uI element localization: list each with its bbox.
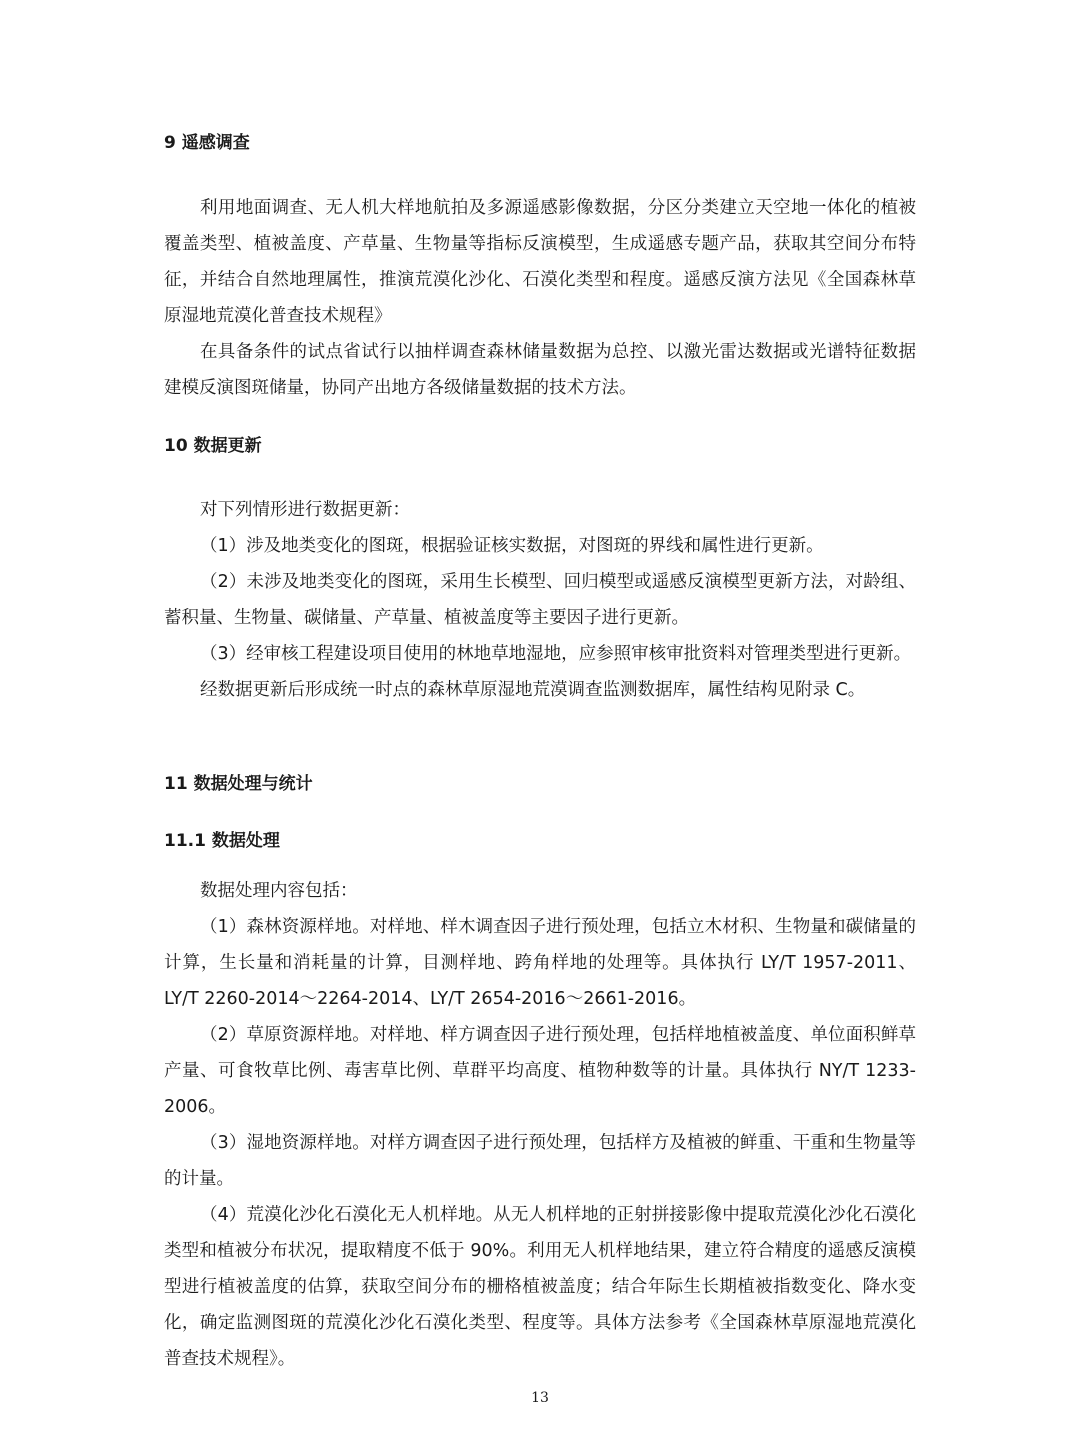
paragraph: （3）经审核工程建设项目使用的林地草地湿地，应参照审核审批资料对管理类型进行更新。 [200, 644, 912, 664]
page-number: 13 [531, 1390, 549, 1406]
paragraph: 经数据更新后形成统一时点的森林草原湿地荒漠调查监测数据库，属性结构见附录 C。 [200, 680, 866, 700]
section-10-body [164, 492, 916, 708]
paragraph: （4）荒漠化沙化石漠化无人机样地。从无人机样地的正射拼接影像中提取荒漠化沙化石漠化类型和植被分布状况，提取精度不低于 90%。利用无人机样地结果，建立符合精度的遥感反演模型进行植被盖度的估算，获取空间分布的栅格植被盖度；结合年际生长期植被指数变化、降水变化，确定监测图斑的荒漠化沙化石漠化类型、程度等。具体方法参考《全国森林草原湿地荒漠化普查技术规程》。 [164, 1205, 916, 1369]
paragraph: （3）湿地资源样地。对样方调查因子进行预处理，包括样方及植被的鲜重、干重和生物量等的计量。 [164, 1133, 916, 1189]
paragraph: （1）涉及地类变化的图斑，根据验证核实数据，对图斑的界线和属性进行更新。 [200, 536, 824, 556]
paragraph: 在具备条件的试点省试行以抽样调查森林储量数据为总控、以激光雷达数据或光谱特征数据建模反演图斑储量，协同产出地方各级储量数据的技术方法。 [164, 342, 916, 398]
section-11-1-body [164, 873, 916, 1377]
paragraph: （2）草原资源样地。对样地、样方调查因子进行预处理，包括样地植被盖度、单位面积鲜草产量、可食牧草比例、毒害草比例、草群平均高度、植物种数等的计量。具体执行 NY/T 1233-2006。 [164, 1025, 916, 1117]
paragraph: （1）森林资源样地。对样地、样木调查因子进行预处理，包括立木材积、生物量和碳储量的计算，生长量和消耗量的计算，目测样地、跨角样地的处理等。具体执行 LY/T 1957-2011、LY/T 2260-2014～2264-2014、LY/T 2654-2016～2661-2016。 [164, 917, 916, 1009]
paragraph: 利用地面调查、无人机大样地航拍及多源遥感影像数据，分区分类建立天空地一体化的植被覆盖类型、植被盖度、产草量、生物量等指标反演模型，生成遥感专题产品，获取其空间分布特征，并结合自然地理属性，推演荒漠化沙化、石漠化类型和程度。遥感反演方法见《全国森林草原湿地荒漠化普查技术规程》 [164, 198, 916, 326]
section-9-heading: 9 遥感调查 [164, 133, 250, 153]
section-10-heading: 10 数据更新 [164, 436, 262, 456]
paragraph: 对下列情形进行数据更新： [200, 500, 410, 520]
paragraph: 数据处理内容包括： [200, 881, 358, 901]
section-9-body [164, 190, 916, 406]
section-11-heading: 11 数据处理与统计 [164, 774, 313, 794]
section-11-1-heading: 11.1 数据处理 [164, 831, 280, 851]
paragraph: （2）未涉及地类变化的图斑，采用生长模型、回归模型或遥感反演模型更新方法，对龄组、蓄积量、生物量、碳储量、产草量、植被盖度等主要因子进行更新。 [164, 572, 916, 628]
